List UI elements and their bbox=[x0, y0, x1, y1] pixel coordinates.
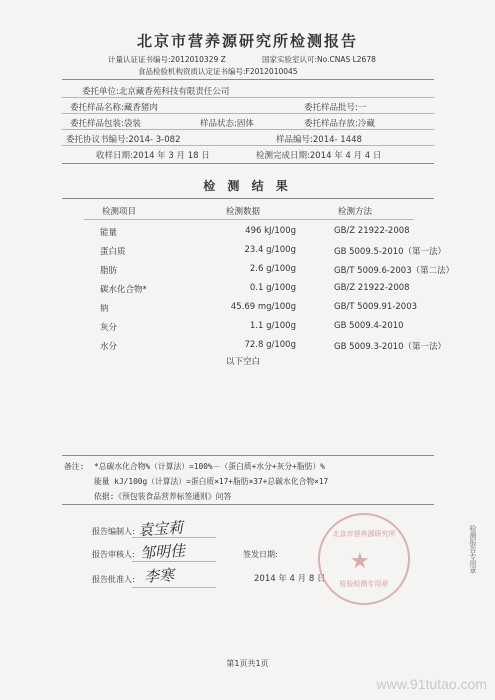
side-note: 检测报告专用章 bbox=[469, 525, 477, 574]
notes-label: 备注: bbox=[64, 462, 85, 471]
cell-value: 496 kJ/100g bbox=[245, 226, 296, 236]
batch-row bbox=[304, 101, 366, 113]
sample-no-row bbox=[276, 133, 362, 145]
header-method: 检测方法 bbox=[338, 207, 373, 217]
client-label: 委托单位: bbox=[82, 87, 119, 97]
sample-name-row bbox=[70, 101, 158, 113]
prepared-signature: 袁宝莉 bbox=[137, 518, 184, 540]
signature-line bbox=[132, 537, 216, 538]
cell-item: 能量 bbox=[100, 228, 118, 238]
report-title: 北京市营养源研究所检测报告 bbox=[136, 32, 358, 50]
received-row bbox=[96, 149, 210, 161]
cell-value: 23.4 g/100g bbox=[244, 245, 296, 255]
note-line-1: *总碳水化合物%（计算法）=100%－（蛋白质+水分+灰分+脂肪）% bbox=[94, 462, 325, 471]
cnas-value: No.CNAS L2678 bbox=[317, 55, 376, 64]
cell-method: GB/Z 21922-2008 bbox=[334, 226, 410, 236]
approved-label: 报告批准人: bbox=[92, 575, 135, 584]
cell-item: 水分 bbox=[100, 342, 118, 352]
state-value: 固体 bbox=[236, 119, 254, 129]
cnas-number bbox=[262, 54, 376, 65]
package-label: 委托样品包装: bbox=[70, 119, 124, 129]
package-row bbox=[70, 117, 141, 129]
cell-value: 1.1 g/100g bbox=[249, 321, 296, 331]
prepared-label: 报告编制人: bbox=[92, 527, 135, 536]
package-value: 袋装 bbox=[123, 119, 141, 129]
storage-value: 冷藏 bbox=[357, 119, 375, 129]
info-divider bbox=[62, 113, 434, 114]
completed-label: 检测完成日期: bbox=[256, 151, 310, 161]
stamp-text: 北京市营养源研究所 bbox=[332, 530, 396, 538]
cell-value: 2.6 g/100g bbox=[249, 264, 296, 274]
info-divider bbox=[62, 129, 434, 130]
food-cert-value: F2012010045 bbox=[245, 67, 298, 76]
completed-value: 2014 年 4 月 4 日 bbox=[309, 151, 382, 161]
cell-method: GB/Z 21922-2008 bbox=[334, 283, 410, 293]
received-value: 2014 年 3 月 18 日 bbox=[132, 151, 210, 161]
cell-item: 脂肪 bbox=[100, 266, 118, 276]
stamp-subtext: 检验检测专用章 bbox=[339, 580, 389, 588]
cell-value: 0.1 g/100g bbox=[249, 283, 296, 293]
food-cert-label: 食品检验机构资质认定证书编号: bbox=[138, 67, 246, 76]
cell-method: GB 5009.3-2010（第一法） bbox=[334, 342, 447, 352]
watermark: www.91tutao.com bbox=[376, 676, 487, 692]
batch-label: 委托样品批号: bbox=[304, 103, 358, 113]
cell-value: 45.69 mg/100g bbox=[230, 302, 296, 312]
approved-signature: 李寒 bbox=[143, 565, 175, 587]
blank-note: 以下空白 bbox=[226, 357, 261, 367]
info-divider bbox=[62, 145, 434, 146]
header-divider bbox=[84, 219, 414, 220]
sample-name-label: 委托样品名称: bbox=[70, 103, 124, 113]
star-icon: ★ bbox=[350, 549, 370, 574]
storage-row bbox=[304, 117, 375, 129]
client-value: 北京藏香苑科技有限责任公司 bbox=[118, 87, 230, 97]
sample-no-value: 2014- 1448 bbox=[312, 135, 362, 145]
cell-item: 灰分 bbox=[100, 323, 118, 333]
received-label: 收样日期: bbox=[96, 151, 133, 161]
completed-row bbox=[256, 149, 381, 161]
cell-method: GB/T 5009.91-2003 bbox=[334, 302, 418, 312]
agreement-value: 2014- 3-082 bbox=[128, 135, 181, 145]
cell-value: 72.8 g/100g bbox=[244, 340, 296, 350]
issue-date-label: 签发日期: bbox=[243, 550, 278, 559]
cell-item: 蛋白质 bbox=[100, 247, 126, 257]
client-row bbox=[82, 85, 229, 97]
food-cert-number bbox=[138, 66, 298, 77]
batch-value: 一 bbox=[357, 103, 367, 113]
info-divider bbox=[62, 97, 434, 98]
reviewed-signature: 邹明佳 bbox=[139, 541, 186, 563]
notes-top-border bbox=[62, 455, 434, 456]
cert-number bbox=[108, 54, 226, 65]
cell-item: 碳水化合物* bbox=[100, 285, 147, 295]
reviewed-label: 报告审核人: bbox=[92, 550, 135, 559]
issue-date: 2014 年 4 月 8 日 bbox=[254, 574, 326, 584]
results-top-border bbox=[62, 198, 434, 199]
results-title: 检 测 结 果 bbox=[203, 179, 292, 193]
state-row bbox=[200, 117, 254, 129]
agreement-row bbox=[66, 133, 180, 145]
cell-method: GB 5009.5-2010（第一法） bbox=[334, 247, 447, 257]
page-number: 第1页共1页 bbox=[226, 659, 269, 668]
signature-line bbox=[132, 587, 216, 588]
sample-no-label: 样品编号: bbox=[276, 135, 313, 145]
header-divider bbox=[62, 79, 434, 80]
cell-item: 钠 bbox=[100, 304, 109, 314]
header-value: 检测数据 bbox=[226, 207, 261, 217]
agreement-label: 委托协议书编号: bbox=[66, 135, 129, 145]
header-item: 检测项目 bbox=[102, 207, 137, 217]
cert-value: 2012010329 Z bbox=[170, 55, 226, 64]
notes-bottom-border bbox=[62, 504, 434, 505]
state-label: 样品状态: bbox=[200, 119, 237, 129]
info-bottom-divider bbox=[62, 163, 434, 164]
official-stamp bbox=[318, 513, 410, 605]
cell-method: GB 5009.4-2010 bbox=[334, 321, 404, 331]
note-line-2: 能量 kJ/100g（计算法）=蛋白质×17+脂肪×37+总碳水化合物×17 bbox=[94, 477, 329, 486]
cert-label: 计量认证证书编号: bbox=[108, 55, 171, 64]
cell-method: GB/T 5009.6-2003（第二法） bbox=[334, 266, 455, 276]
sample-name-value: 藏香猪肉 bbox=[123, 103, 158, 113]
note-line-3: 依据:《预包装食品营养标签通则》问答 bbox=[94, 492, 232, 501]
signature-line bbox=[132, 561, 216, 562]
cnas-label: 国家实验室认可: bbox=[262, 55, 318, 64]
storage-label: 委托样品存放: bbox=[304, 119, 358, 129]
